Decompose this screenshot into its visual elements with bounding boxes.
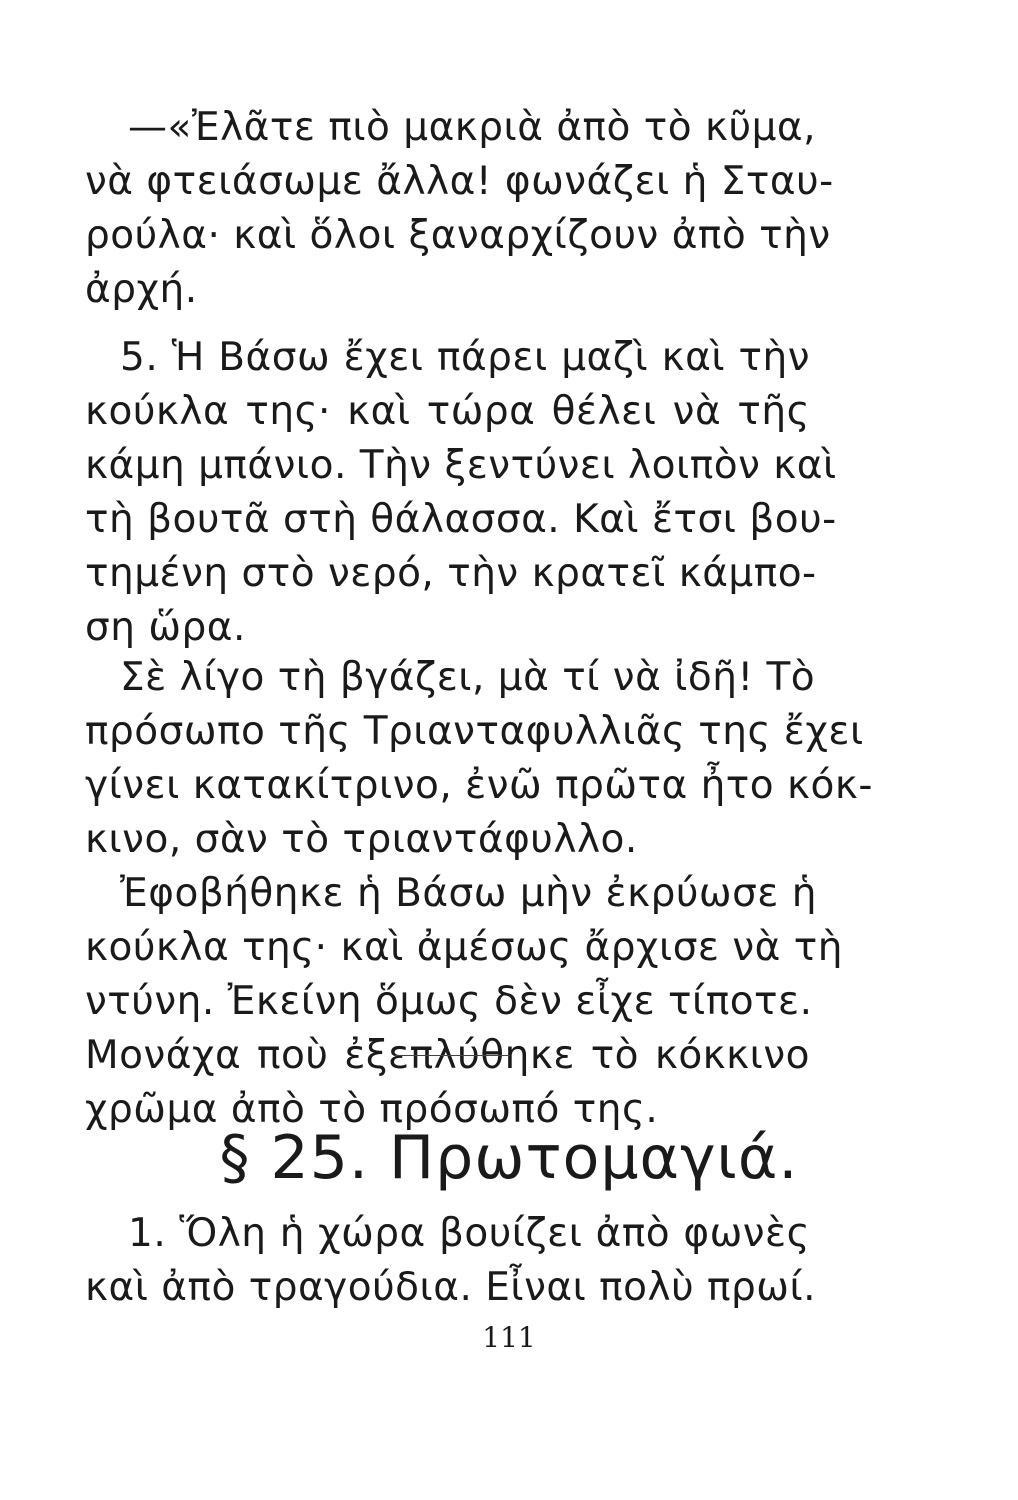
text-line: —«Ἐλᾶτε πιὸ μακριὰ ἀπὸ τὸ κῦμα,: [128, 105, 816, 150]
text-line: τημένη στὸ νερό, τὴν κρατεῖ κάμπο-: [85, 551, 817, 596]
text-line: Ἐφοβήθηκε ἡ Βάσω μὴν ἐκρύωσε ἡ: [120, 871, 817, 916]
text-line: πρόσωπο τῆς Τριανταφυλλιᾶς της ἔχει: [85, 709, 864, 754]
text-line: τὴ βουτᾶ στὴ θάλασσα. Καὶ ἔτσι βου-: [85, 497, 837, 542]
text-line: νὰ φτειάσωμε ἄλλα! φωνάζει ἡ Σταυ-: [85, 159, 834, 204]
text-line: ρούλα· καὶ ὅλοι ξαναρχίζουν ἀπὸ τὴν: [85, 213, 831, 258]
text-line: κάμη μπάνιο. Τὴν ξεντύνει λοιπὸν καὶ: [85, 443, 837, 488]
text-line: 1. Ὅλη ἡ χώρα βουίζει ἀπὸ φωνὲς: [128, 1211, 810, 1256]
page-number: 111: [482, 1321, 536, 1354]
text-line: κούκλα της· καὶ τώρα θέλει νὰ τῆς: [85, 389, 810, 434]
section-heading: § 25. Πρωτομαγιά.: [219, 1123, 799, 1193]
text-line: 5. Ἡ Βάσω ἔχει πάρει μαζὶ καὶ τὴν: [120, 335, 810, 380]
text-line: κινο, σὰν τὸ τριαντάφυλλο.: [85, 817, 638, 862]
text-line: Σὲ λίγο τὴ βγάζει, μὰ τί νὰ ἰδῆ! Τὸ: [120, 655, 816, 700]
text-line: Μονάχα ποὺ ἐξεπλύθηκε τὸ κόκκινο: [85, 1033, 810, 1078]
text-line: ση ὥρα.: [85, 605, 246, 650]
section-divider: [395, 1055, 510, 1056]
text-line: χρῶμα ἀπὸ τὸ πρόσωπό της.: [85, 1087, 659, 1132]
text-line: ντύνη. Ἐκείνη ὅμως δὲν εἶχε τίποτε.: [85, 979, 813, 1024]
text-line: γίνει κατακίτρινο, ἐνῶ πρῶτα ἦτο κόκ-: [85, 763, 873, 808]
text-line: καὶ ἀπὸ τραγούδια. Εἶναι πολὺ πρωί.: [85, 1265, 817, 1310]
text-line: ἀρχή.: [85, 267, 198, 312]
text-line: κούκλα της· καὶ ἀμέσως ἄρχισε νὰ τὴ: [85, 925, 843, 970]
